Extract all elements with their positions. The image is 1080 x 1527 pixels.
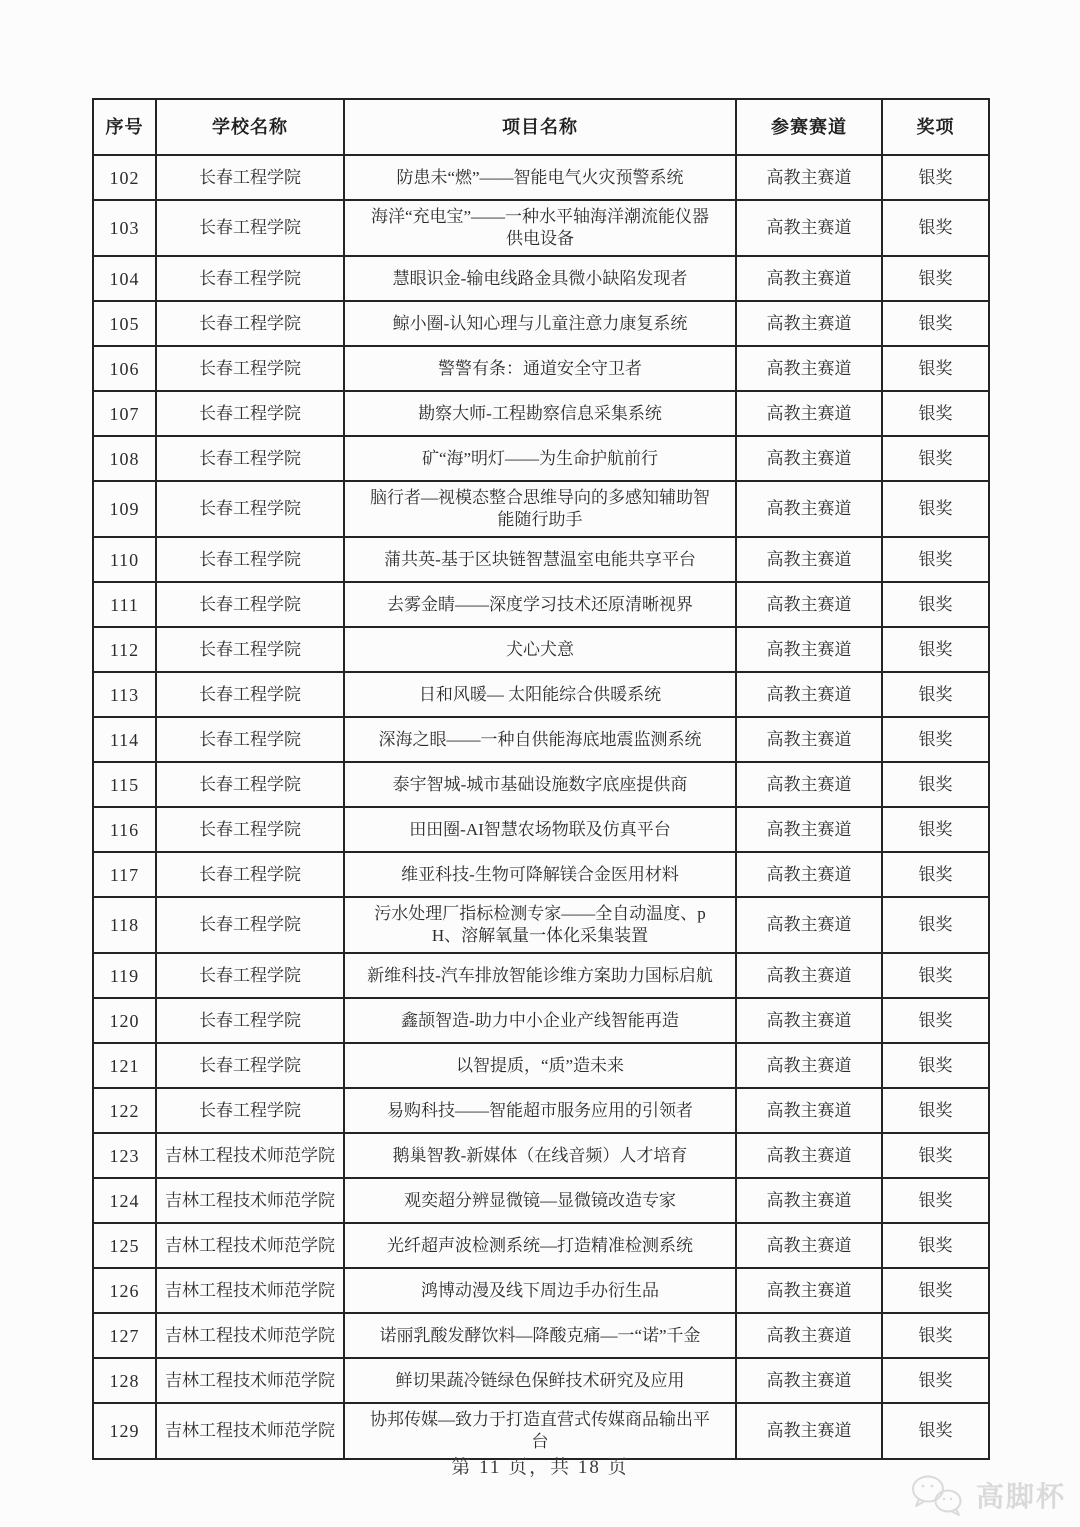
cell-award: 银奖 (882, 672, 989, 717)
cell-award: 银奖 (882, 481, 989, 537)
cell-project: 鸿博动漫及线下周边手办衍生品 (344, 1268, 736, 1313)
cell-award: 银奖 (882, 1313, 989, 1358)
column-header-school: 学校名称 (156, 99, 344, 155)
cell-project: 警警有条：通道安全守卫者 (344, 346, 736, 391)
cell-award: 银奖 (882, 1358, 989, 1403)
cell-track: 高教主赛道 (736, 436, 882, 481)
cell-school: 吉林工程技术师范学院 (156, 1313, 344, 1358)
table-row (93, 1178, 989, 1223)
cell-project: 维亚科技-生物可降解镁合金医用材料 (344, 852, 736, 897)
cell-index: 115 (93, 762, 156, 807)
cell-project: 以智提质，“质”造未来 (344, 1043, 736, 1088)
cell-award: 银奖 (882, 852, 989, 897)
cell-project: 泰宇智城-城市基础设施数字底座提供商 (344, 762, 736, 807)
cell-index: 123 (93, 1133, 156, 1178)
cell-index: 121 (93, 1043, 156, 1088)
cell-track: 高教主赛道 (736, 481, 882, 537)
cell-project: 鲸小圈-认知心理与儿童注意力康复系统 (344, 301, 736, 346)
cell-award: 银奖 (882, 200, 989, 256)
cell-track: 高教主赛道 (736, 1268, 882, 1313)
cell-index: 116 (93, 807, 156, 852)
cell-project: 脑行者—视模态整合思维导向的多感知辅助智能随行助手 (344, 481, 736, 537)
cell-school: 吉林工程技术师范学院 (156, 1223, 344, 1268)
cell-award: 银奖 (882, 155, 989, 200)
cell-track: 高教主赛道 (736, 762, 882, 807)
cell-school: 长春工程学院 (156, 627, 344, 672)
header-row (93, 99, 989, 155)
cell-school: 长春工程学院 (156, 897, 344, 953)
table-row (93, 897, 989, 953)
cell-award: 银奖 (882, 1178, 989, 1223)
table-row (93, 301, 989, 346)
cell-award: 银奖 (882, 897, 989, 953)
cell-track: 高教主赛道 (736, 1313, 882, 1358)
cell-track: 高教主赛道 (736, 672, 882, 717)
cell-award: 银奖 (882, 301, 989, 346)
cell-project: 污水处理厂指标检测专家——全自动温度、pH、溶解氧量一体化采集装置 (344, 897, 736, 953)
cell-award: 银奖 (882, 998, 989, 1043)
cell-project: 协邦传媒—致力于打造直营式传媒商品输出平台 (344, 1403, 736, 1459)
cell-school: 长春工程学院 (156, 998, 344, 1043)
cell-index: 111 (93, 582, 156, 627)
table-row (93, 1403, 989, 1459)
cell-track: 高教主赛道 (736, 627, 882, 672)
table-row (93, 1043, 989, 1088)
cell-school: 长春工程学院 (156, 537, 344, 582)
column-header-project: 项目名称 (344, 99, 736, 155)
cell-track: 高教主赛道 (736, 1358, 882, 1403)
cell-index: 128 (93, 1358, 156, 1403)
cell-school: 长春工程学院 (156, 481, 344, 537)
cell-index: 108 (93, 436, 156, 481)
cell-track: 高教主赛道 (736, 852, 882, 897)
cell-project: 诺丽乳酸发酵饮料—降酸克痛—一“诺”千金 (344, 1313, 736, 1358)
cell-award: 银奖 (882, 1403, 989, 1459)
cell-track: 高教主赛道 (736, 155, 882, 200)
cell-track: 高教主赛道 (736, 391, 882, 436)
table-row (93, 155, 989, 200)
cell-index: 102 (93, 155, 156, 200)
cell-award: 银奖 (882, 256, 989, 301)
cell-project: 鲜切果蔬冷链绿色保鲜技术研究及应用 (344, 1358, 736, 1403)
cell-index: 107 (93, 391, 156, 436)
page-number: 第 11 页，共 18 页 (451, 1457, 629, 1478)
cell-award: 银奖 (882, 436, 989, 481)
cell-project: 犬心犬意 (344, 627, 736, 672)
cell-track: 高教主赛道 (736, 897, 882, 953)
table-row (93, 1088, 989, 1133)
table-row (93, 1133, 989, 1178)
cell-school: 长春工程学院 (156, 762, 344, 807)
cell-track: 高教主赛道 (736, 1223, 882, 1268)
cell-award: 银奖 (882, 627, 989, 672)
watermark-label: 高脚杯 (975, 1482, 1066, 1513)
cell-school: 长春工程学院 (156, 953, 344, 998)
cell-award: 银奖 (882, 1088, 989, 1133)
cell-index: 105 (93, 301, 156, 346)
cell-project: 日和风暖— 太阳能综合供暖系统 (344, 672, 736, 717)
cell-project: 光纤超声波检测系统—打造精准检测系统 (344, 1223, 736, 1268)
cell-track: 高教主赛道 (736, 200, 882, 256)
cell-award: 银奖 (882, 1268, 989, 1313)
table-row (93, 672, 989, 717)
cell-index: 114 (93, 717, 156, 762)
table-row (93, 200, 989, 256)
table-row (93, 717, 989, 762)
cell-index: 122 (93, 1088, 156, 1133)
table-row (93, 582, 989, 627)
cell-school: 长春工程学院 (156, 436, 344, 481)
cell-project: 防患未“燃”——智能电气火灾预警系统 (344, 155, 736, 200)
cell-index: 104 (93, 256, 156, 301)
column-header-index: 序号 (93, 99, 156, 155)
cell-project: 勘察大师-工程勘察信息采集系统 (344, 391, 736, 436)
cell-index: 117 (93, 852, 156, 897)
cell-track: 高教主赛道 (736, 1178, 882, 1223)
cell-track: 高教主赛道 (736, 1133, 882, 1178)
table-row (93, 852, 989, 897)
cell-project: 慧眼识金-输电线路金具微小缺陷发现者 (344, 256, 736, 301)
cell-track: 高教主赛道 (736, 998, 882, 1043)
cell-track: 高教主赛道 (736, 346, 882, 391)
cell-school: 吉林工程技术师范学院 (156, 1178, 344, 1223)
cell-award: 银奖 (882, 1133, 989, 1178)
cell-award: 银奖 (882, 537, 989, 582)
cell-index: 119 (93, 953, 156, 998)
cell-school: 长春工程学院 (156, 200, 344, 256)
table-row (93, 1268, 989, 1313)
cell-award: 银奖 (882, 1223, 989, 1268)
watermark (906, 1472, 1066, 1518)
table-row (93, 537, 989, 582)
column-header-track: 参赛赛道 (736, 99, 882, 155)
cell-index: 125 (93, 1223, 156, 1268)
wechat-icon (906, 1472, 968, 1518)
cell-track: 高教主赛道 (736, 717, 882, 762)
table-row (93, 762, 989, 807)
cell-school: 吉林工程技术师范学院 (156, 1268, 344, 1313)
cell-track: 高教主赛道 (736, 256, 882, 301)
cell-project: 深海之眼——一种自供能海底地震监测系统 (344, 717, 736, 762)
cell-award: 银奖 (882, 762, 989, 807)
cell-school: 吉林工程技术师范学院 (156, 1403, 344, 1459)
cell-award: 银奖 (882, 807, 989, 852)
cell-school: 长春工程学院 (156, 391, 344, 436)
cell-school: 吉林工程技术师范学院 (156, 1358, 344, 1403)
cell-track: 高教主赛道 (736, 582, 882, 627)
cell-award: 银奖 (882, 717, 989, 762)
cell-index: 112 (93, 627, 156, 672)
cell-award: 银奖 (882, 346, 989, 391)
cell-project: 鹅巢智教-新媒体（在线音频）人才培育 (344, 1133, 736, 1178)
cell-track: 高教主赛道 (736, 537, 882, 582)
cell-project: 去雾金睛——深度学习技术还原清晰视界 (344, 582, 736, 627)
cell-school: 长春工程学院 (156, 1043, 344, 1088)
cell-school: 长春工程学院 (156, 672, 344, 717)
table-row (93, 1358, 989, 1403)
cell-school: 长春工程学院 (156, 1088, 344, 1133)
cell-index: 109 (93, 481, 156, 537)
cell-index: 124 (93, 1178, 156, 1223)
cell-school: 长春工程学院 (156, 717, 344, 762)
table-row (93, 953, 989, 998)
cell-track: 高教主赛道 (736, 1403, 882, 1459)
cell-index: 103 (93, 200, 156, 256)
cell-award: 银奖 (882, 1043, 989, 1088)
table-row (93, 627, 989, 672)
table-body (93, 155, 989, 1459)
table-row (93, 1313, 989, 1358)
cell-award: 银奖 (882, 953, 989, 998)
cell-school: 长春工程学院 (156, 301, 344, 346)
cell-project: 海洋“充电宝”——一种水平轴海洋潮流能仪器供电设备 (344, 200, 736, 256)
table-row (93, 807, 989, 852)
table-row (93, 1223, 989, 1268)
cell-track: 高教主赛道 (736, 807, 882, 852)
cell-project: 鑫颉智造-助力中小企业产线智能再造 (344, 998, 736, 1043)
cell-index: 106 (93, 346, 156, 391)
awards-table (92, 98, 990, 1460)
cell-school: 长春工程学院 (156, 582, 344, 627)
cell-school: 长春工程学院 (156, 807, 344, 852)
cell-index: 110 (93, 537, 156, 582)
cell-track: 高教主赛道 (736, 953, 882, 998)
table-row (93, 436, 989, 481)
table-row (93, 481, 989, 537)
cell-track: 高教主赛道 (736, 301, 882, 346)
cell-index: 126 (93, 1268, 156, 1313)
cell-index: 127 (93, 1313, 156, 1358)
cell-award: 银奖 (882, 391, 989, 436)
cell-index: 129 (93, 1403, 156, 1459)
cell-project: 蒲共英-基于区块链智慧温室电能共享平台 (344, 537, 736, 582)
cell-project: 易购科技——智能超市服务应用的引领者 (344, 1088, 736, 1133)
cell-track: 高教主赛道 (736, 1043, 882, 1088)
table-row (93, 346, 989, 391)
cell-school: 长春工程学院 (156, 155, 344, 200)
cell-project: 田田圈-AI智慧农场物联及仿真平台 (344, 807, 736, 852)
cell-index: 120 (93, 998, 156, 1043)
cell-school: 长春工程学院 (156, 852, 344, 897)
cell-school: 长春工程学院 (156, 256, 344, 301)
table-row (93, 998, 989, 1043)
cell-project: 观奕超分辨显微镜—显微镜改造专家 (344, 1178, 736, 1223)
cell-index: 113 (93, 672, 156, 717)
table-row (93, 256, 989, 301)
table-row (93, 391, 989, 436)
table-header (93, 99, 989, 155)
cell-school: 长春工程学院 (156, 346, 344, 391)
cell-project: 新维科技-汽车排放智能诊维方案助力国标启航 (344, 953, 736, 998)
cell-project: 矿“海”明灯——为生命护航前行 (344, 436, 736, 481)
cell-track: 高教主赛道 (736, 1088, 882, 1133)
cell-school: 吉林工程技术师范学院 (156, 1133, 344, 1178)
cell-award: 银奖 (882, 582, 989, 627)
column-header-award: 奖项 (882, 99, 989, 155)
cell-index: 118 (93, 897, 156, 953)
